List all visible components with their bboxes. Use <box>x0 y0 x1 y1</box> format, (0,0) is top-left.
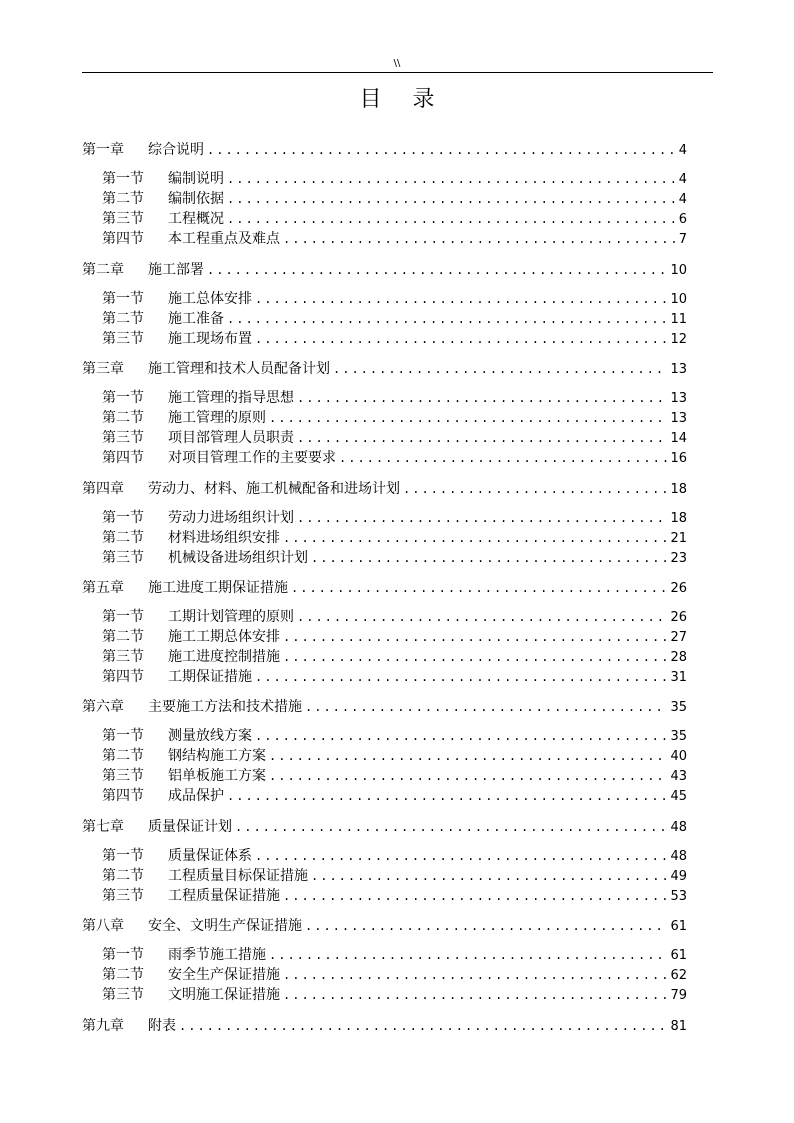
chapter-number: 第一章 <box>82 142 124 158</box>
section-title: 机械设备进场组织计划 <box>168 550 308 566</box>
page-number: 13 <box>670 362 687 377</box>
dot-leader <box>297 508 667 528</box>
toc-section[interactable] <box>102 408 687 428</box>
toc-section[interactable] <box>102 189 687 209</box>
section-number: 第三节 <box>102 430 144 446</box>
dot-leader <box>283 647 667 667</box>
page-number: 18 <box>670 511 687 526</box>
page-number: 53 <box>670 889 687 904</box>
section-title: 施工管理的原则 <box>168 410 266 426</box>
section-title: 编制依据 <box>168 191 224 207</box>
toc-section[interactable] <box>102 448 687 468</box>
section-title: 施工总体安排 <box>168 291 252 307</box>
page-number: 28 <box>670 650 687 665</box>
page-number: 10 <box>670 292 687 307</box>
section-number: 第一节 <box>102 728 144 744</box>
section-number: 第二节 <box>102 967 144 983</box>
toc-chapter[interactable] <box>82 817 687 837</box>
toc-section[interactable] <box>102 866 687 886</box>
page-number: 31 <box>670 670 687 685</box>
toc-section[interactable] <box>102 886 687 906</box>
section-title: 对项目管理工作的主要要求 <box>168 450 336 466</box>
toc-section[interactable] <box>102 846 687 866</box>
chapter-title: 施工进度工期保证措施 <box>148 580 288 596</box>
dot-leader <box>311 548 667 568</box>
dot-leader <box>339 448 667 468</box>
dot-leader <box>269 766 667 786</box>
chapter-title: 施工部署 <box>148 262 204 278</box>
page-number: 18 <box>670 482 687 497</box>
toc-section[interactable] <box>102 548 687 568</box>
chapter-number: 第二章 <box>82 262 124 278</box>
chapter-number: 第六章 <box>82 699 124 715</box>
toc-section[interactable] <box>102 667 687 687</box>
toc-section[interactable] <box>102 169 687 189</box>
page-number: 61 <box>670 919 687 934</box>
page-number: 4 <box>678 143 687 158</box>
section-title: 项目部管理人员职责 <box>168 430 294 446</box>
toc-chapter[interactable] <box>82 916 687 936</box>
dot-leader <box>269 945 667 965</box>
page-number: 12 <box>670 332 687 347</box>
toc-chapter[interactable] <box>82 260 687 280</box>
dot-leader <box>269 408 667 428</box>
dot-leader <box>283 965 667 985</box>
toc-chapter[interactable] <box>82 578 687 598</box>
section-number: 第二节 <box>102 311 144 327</box>
section-number: 第一节 <box>102 609 144 625</box>
dot-leader <box>283 229 676 249</box>
section-title: 文明施工保证措施 <box>168 987 280 1003</box>
section-title: 施工准备 <box>168 311 224 327</box>
page-number: 40 <box>670 749 687 764</box>
toc-section[interactable] <box>102 309 687 329</box>
section-title: 施工现场布置 <box>168 331 252 347</box>
section-number: 第二节 <box>102 410 144 426</box>
section-number: 第四节 <box>102 669 144 685</box>
chapter-number: 第五章 <box>82 580 124 596</box>
chapter-title: 综合说明 <box>148 142 204 158</box>
page-number: 43 <box>670 769 687 784</box>
page-number: 14 <box>670 431 687 446</box>
section-title: 成品保护 <box>168 788 224 804</box>
page-number: 11 <box>670 312 687 327</box>
toc-section[interactable] <box>102 647 687 667</box>
toc-section[interactable] <box>102 726 687 746</box>
chapter-title: 质量保证计划 <box>148 819 232 835</box>
page-number: 4 <box>678 172 687 187</box>
section-title: 本工程重点及难点 <box>168 231 280 247</box>
section-title: 铝单板施工方案 <box>168 768 266 784</box>
page-number: 62 <box>670 968 687 983</box>
dot-leader <box>207 260 667 280</box>
dot-leader <box>297 607 667 627</box>
toc-chapter[interactable] <box>82 1016 687 1036</box>
dot-leader <box>283 627 667 647</box>
dot-leader <box>297 428 667 448</box>
toc-section[interactable] <box>102 209 687 229</box>
dot-leader <box>305 916 667 936</box>
page-number: 35 <box>670 700 687 715</box>
section-number: 第一节 <box>102 390 144 406</box>
dot-leader <box>255 329 667 349</box>
page-number: 21 <box>670 531 687 546</box>
section-title: 劳动力进场组织计划 <box>168 510 294 526</box>
section-title: 工程质量目标保证措施 <box>168 868 308 884</box>
chapter-number: 第九章 <box>82 1018 124 1034</box>
dot-leader <box>227 209 676 229</box>
section-title: 材料进场组织安排 <box>168 530 280 546</box>
section-title: 工期计划管理的原则 <box>168 609 294 625</box>
section-title: 施工进度控制措施 <box>168 649 280 665</box>
page-header-mark: \\ <box>393 58 401 69</box>
section-title: 工程概况 <box>168 211 224 227</box>
dot-leader <box>403 479 667 499</box>
dot-leader <box>305 697 667 717</box>
page-number: 49 <box>670 869 687 884</box>
toc-chapter[interactable] <box>82 140 687 160</box>
page-number: 4 <box>678 192 687 207</box>
section-number: 第二节 <box>102 530 144 546</box>
dot-leader <box>179 1016 667 1036</box>
chapter-title: 安全、文明生产保证措施 <box>148 918 302 934</box>
section-number: 第一节 <box>102 171 144 187</box>
page-number: 26 <box>670 610 687 625</box>
dot-leader <box>255 846 667 866</box>
toc-section[interactable] <box>102 985 687 1005</box>
section-number: 第二节 <box>102 748 144 764</box>
toc-section[interactable] <box>102 388 687 408</box>
dot-leader <box>283 528 667 548</box>
section-number: 第一节 <box>102 291 144 307</box>
section-number: 第二节 <box>102 191 144 207</box>
dot-leader <box>227 309 667 329</box>
dot-leader <box>291 578 667 598</box>
page-number: 16 <box>670 451 687 466</box>
chapter-number: 第四章 <box>82 481 124 497</box>
page-title: 目 录 <box>359 87 447 112</box>
page-number: 79 <box>670 988 687 1003</box>
section-number: 第四节 <box>102 231 144 247</box>
section-title: 质量保证体系 <box>168 848 252 864</box>
dot-leader <box>311 866 667 886</box>
section-title: 施工工期总体安排 <box>168 629 280 645</box>
section-title: 施工管理的指导思想 <box>168 390 294 406</box>
page-number: 61 <box>670 948 687 963</box>
toc-section[interactable] <box>102 528 687 548</box>
dot-leader <box>235 817 667 837</box>
toc-section[interactable] <box>102 766 687 786</box>
section-number: 第四节 <box>102 788 144 804</box>
page-number: 81 <box>670 1019 687 1034</box>
toc-section[interactable] <box>102 627 687 647</box>
section-number: 第三节 <box>102 331 144 347</box>
section-number: 第三节 <box>102 888 144 904</box>
chapter-number: 第八章 <box>82 918 124 934</box>
page-number: 35 <box>670 729 687 744</box>
dot-leader <box>207 140 676 160</box>
page-number: 6 <box>678 212 687 227</box>
toc-section[interactable] <box>102 428 687 448</box>
chapter-title: 劳动力、材料、施工机械配备和进场计划 <box>148 481 400 497</box>
page-number: 27 <box>670 630 687 645</box>
dot-leader <box>227 169 676 189</box>
section-title: 工程质量保证措施 <box>168 888 280 904</box>
chapter-number: 第七章 <box>82 819 124 835</box>
page-number: 45 <box>670 789 687 804</box>
toc-chapter[interactable] <box>82 359 687 379</box>
toc-section[interactable] <box>102 229 687 249</box>
section-title: 测量放线方案 <box>168 728 252 744</box>
dot-leader <box>283 886 667 906</box>
page-number: 7 <box>678 232 687 247</box>
section-number: 第三节 <box>102 768 144 784</box>
dot-leader <box>283 985 667 1005</box>
toc-chapter[interactable] <box>82 697 687 717</box>
section-number: 第三节 <box>102 649 144 665</box>
chapter-title: 施工管理和技术人员配备计划 <box>148 361 330 377</box>
toc-section[interactable] <box>102 289 687 309</box>
page-number: 13 <box>670 411 687 426</box>
section-title: 钢结构施工方案 <box>168 748 266 764</box>
dot-leader <box>255 667 667 687</box>
toc-section[interactable] <box>102 746 687 766</box>
section-number: 第三节 <box>102 211 144 227</box>
dot-leader <box>269 746 667 766</box>
toc-section[interactable] <box>102 607 687 627</box>
page-number: 48 <box>670 820 687 835</box>
section-title: 编制说明 <box>168 171 224 187</box>
chapter-title: 附表 <box>148 1018 176 1034</box>
dot-leader <box>333 359 667 379</box>
section-number: 第一节 <box>102 947 144 963</box>
section-title: 雨季节施工措施 <box>168 947 266 963</box>
section-number: 第三节 <box>102 550 144 566</box>
section-number: 第二节 <box>102 629 144 645</box>
section-title: 工期保证措施 <box>168 669 252 685</box>
toc-chapter[interactable] <box>82 479 687 499</box>
toc-section[interactable] <box>102 329 687 349</box>
dot-leader <box>227 786 667 806</box>
toc-section[interactable] <box>102 786 687 806</box>
page-number: 13 <box>670 391 687 406</box>
page-number: 48 <box>670 849 687 864</box>
dot-leader <box>255 726 667 746</box>
toc-section[interactable] <box>102 965 687 985</box>
dot-leader <box>255 289 667 309</box>
section-number: 第一节 <box>102 848 144 864</box>
page-number: 26 <box>670 581 687 596</box>
chapter-title: 主要施工方法和技术措施 <box>148 699 302 715</box>
dot-leader <box>227 189 676 209</box>
toc-section[interactable] <box>102 945 687 965</box>
section-number: 第二节 <box>102 868 144 884</box>
section-title: 安全生产保证措施 <box>168 967 280 983</box>
section-number: 第四节 <box>102 450 144 466</box>
page-number: 23 <box>670 551 687 566</box>
page-number: 10 <box>670 263 687 278</box>
chapter-number: 第三章 <box>82 361 124 377</box>
section-number: 第三节 <box>102 987 144 1003</box>
section-number: 第一节 <box>102 510 144 526</box>
toc-section[interactable] <box>102 508 687 528</box>
dot-leader <box>297 388 667 408</box>
